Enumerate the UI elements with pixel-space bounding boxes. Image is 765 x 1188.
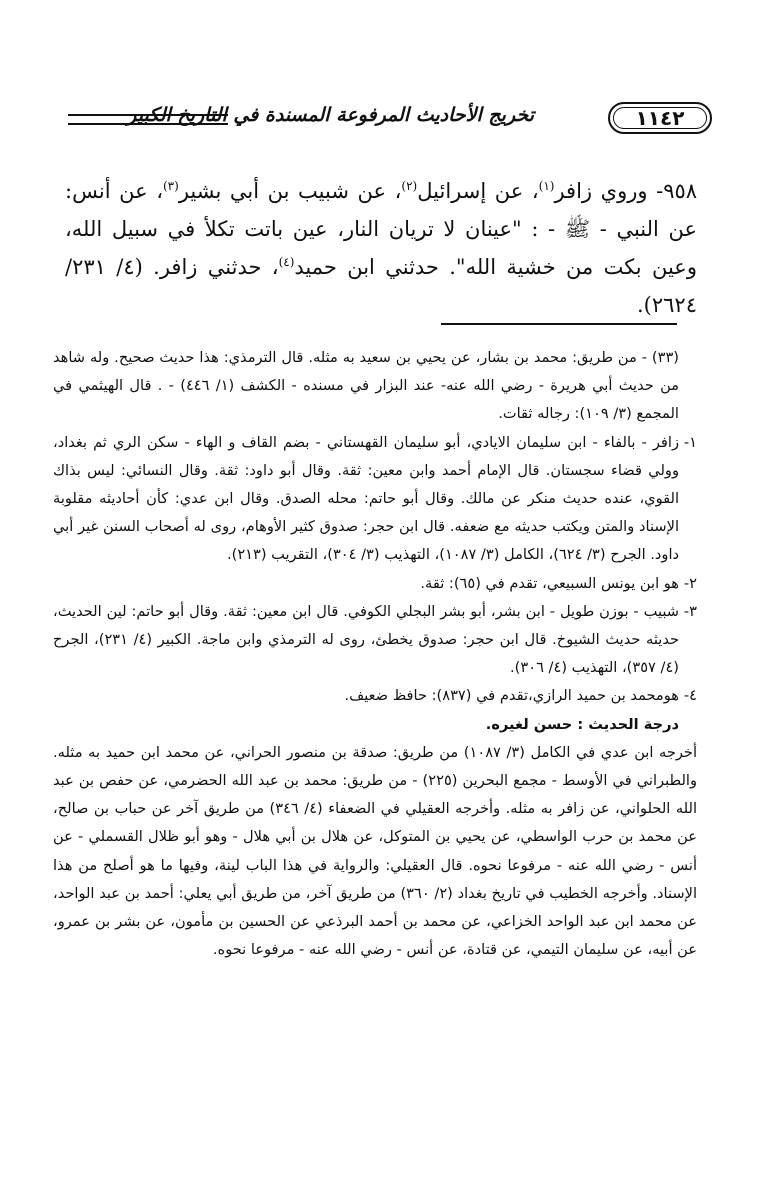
hadith-segment-4: ، عن أنس: عن النبي - ﷺ - : "عينان لا تريان النار، عين باتت تكلأ في سبيل الله، وعين بكت من خشية الله". حدثني ابن حميد — [65, 179, 697, 279]
hadith-text — [65, 172, 697, 324]
footnote-1-text: زافر - بالفاء - ابن سليمان الايادي، أبو سليمان القهستاني - بضم القاف و الهاء - سكن الري ثم بغداد، وولي قضاء سجستان. قال الإمام أحمد وابن معين: ثقة. وقال أبو داود: ثقة. وقال النسائي: ليس بذاك القوي، عنده حديث منكر عن مالك. وقال أبو حاتم: محله الصدق. وقال ابن عدي: كأن أحاديثه مقلوبة الإسناد والمتن ويكتب حديثه مع ضعفه. قال ابن حجر: صدوق كثير الأوهام، روى له أصحاب السنن غير أبي داود. الجرح (٣/ ٦٢٤)، الكامل (٣/ ١٠٨٧)، التهذيب (٣/ ٣٠٤)، التقريب (٢١٣). — [53, 433, 679, 564]
footnote-4-number: ٤- — [683, 687, 697, 705]
footnote-divider — [441, 323, 677, 325]
footnote-ref-4: (٤) — [278, 255, 295, 269]
footnote-2-text: هو ابن يونس السبيعي، تقدم في (٦٥): ثقة. — [420, 574, 679, 592]
header-double-rule — [68, 114, 228, 125]
hadith-grade: درجة الحديث : حسن لغيره. — [485, 715, 679, 733]
footnote-4-text: هومحمد بن حميد الرازي،تقدم في (٨٣٧): حافظ ضعيف. — [344, 687, 679, 705]
footnote-2 — [53, 570, 697, 598]
takhrij-paragraph: أخرجه ابن عدي في الكامل (٣/ ١٠٨٧) من طريق: صدقة بن منصور الحراني، عن محمد ابن حميد به مثله. والطبراني في الأوسط - مجمع البحرين (٢٢٥) - من طريق: محمد بن عبد الله الحضرمي، عن حفص بن عبد الله الحلواني، عن زافر به مثله. وأخرجه العقيلي في الضعفاء (٤/ ٣٤٦) من طريق آخر عن حباب بن صالح، عن محمد بن حرب الواسطي، عن يحيي بن المتوكل، عن هلال بن أبي هلال - وهو أبو ظلال القسملي - عن أنس - رضي الله عنه - مرفوعا نحوه. قال العقيلي: والرواية في هذا الباب لينة، وفيها ما هو أصلح من هذا الإسناد. وأخرجه الخطيب في تاريخ بغداد (٢/ ٣٦٠) من طريق آخر، من طريق أبي يعلي: أحمد بن عبد الواحد، عن محمد ابن عبد الواحد الخزاعي، عن محمد بن أحمد البرذعي عن الحسين بن مأمون، عن بشر بن عمرو، عن أبيه، عن سليمان التيمي، عن قتادة، عن أنس - رضي الله عنه - مرفوعا نحوه. — [53, 743, 698, 959]
previous-footnote: (٣٣) - من طريق: محمد بن بشار، عن يحيي بن سعيد به مثله. قال الترمذي: هذا حديث صحيح. وله شاهد من حديث أبي هريرة - رضي الله عنه- عند البزار في مسنده - الكشف (١/ ٤٤٦) - . قال الهيثمي في المجمع (٣/ ١٠٩): رجاله ثقات. — [53, 349, 679, 423]
footnote-1-number: ١- — [683, 433, 697, 451]
running-header — [68, 100, 712, 140]
hadith-segment-3: ، عن شبيب بن أبي بشير — [178, 179, 402, 203]
hadith-number: ٩٥٨- — [656, 179, 698, 203]
footnote-3-number: ٣- — [683, 602, 697, 620]
hadith-segment-2: ، عن إسرائيل — [417, 179, 539, 203]
footnote-ref-3: (٣) — [162, 179, 179, 193]
footnotes — [53, 344, 697, 964]
footnote-ref-2: (٢) — [401, 179, 418, 193]
hadith-segment-1: وروي زافر — [554, 179, 657, 203]
hadith-segment-5: ، حدثني زافر. (٤/ ٢٣١/ ٢٦٢٤). — [65, 255, 697, 317]
footnote-3 — [53, 598, 697, 683]
footnote-2-number: ٢- — [683, 574, 697, 592]
book-title: تخريج الأحاديث المرفوعة المسندة في التاريخ الكبير — [127, 104, 534, 126]
footnote-1 — [53, 429, 697, 570]
page-number-badge: ١١٤٢ — [608, 102, 712, 134]
footnote-3-text: شبيب - بوزن طويل - ابن بشر، أبو بشر البجلي الكوفي. قال ابن معين: ثقة. وقال أبو حاتم: لين الحديث، حديثه حديث الشيوخ. قال ابن حجر: صدوق يخطئ، روى له الترمذي وابن ماجة. الكبير (٤/ ٢٣١)، الجرح (٤/ ٣٥٧)، التهذيب (٤/ ٣٠٦). — [53, 602, 679, 677]
footnote-4 — [53, 682, 697, 710]
footnote-ref-1: (١) — [538, 179, 555, 193]
